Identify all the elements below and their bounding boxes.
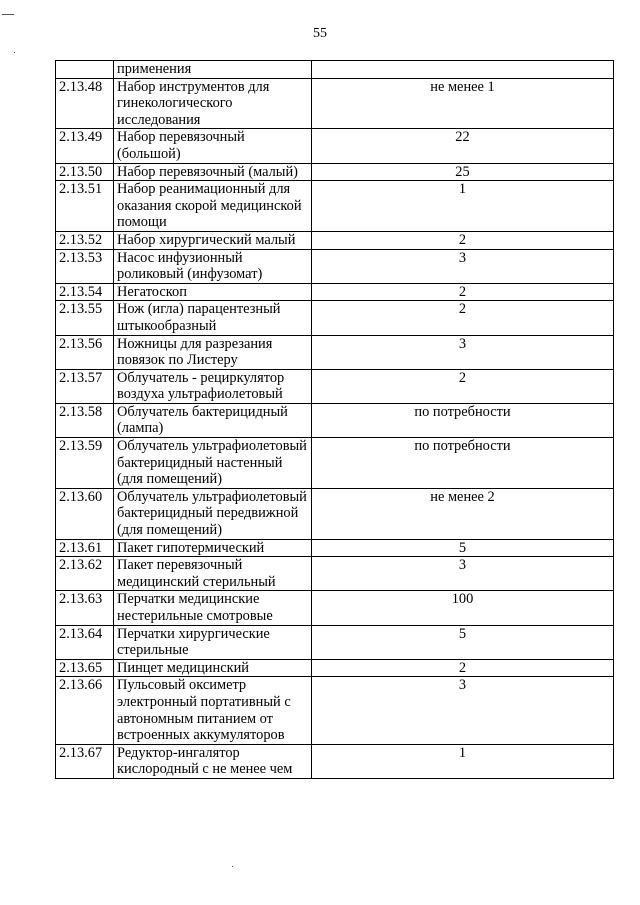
item-number-cell: 2.13.50 bbox=[56, 163, 114, 181]
item-number-cell: 2.13.57 bbox=[56, 369, 114, 403]
table-row bbox=[56, 744, 614, 778]
item-quantity-cell: 5 bbox=[312, 539, 614, 557]
table-row bbox=[56, 61, 614, 79]
table-row bbox=[56, 163, 614, 181]
item-name-cell: Облучатель ультрафиолетовый бактерицидный настенный (для помещений) bbox=[114, 438, 312, 489]
scan-mark-top bbox=[2, 14, 14, 15]
table-row bbox=[56, 539, 614, 557]
item-number-cell: 2.13.55 bbox=[56, 301, 114, 335]
table-row bbox=[56, 369, 614, 403]
item-quantity-cell: 2 bbox=[312, 283, 614, 301]
item-quantity-cell: по потребности bbox=[312, 438, 614, 489]
item-quantity-cell: 1 bbox=[312, 744, 614, 778]
item-number-cell: 2.13.65 bbox=[56, 659, 114, 677]
item-number-cell: 2.13.66 bbox=[56, 677, 114, 744]
item-number-cell: 2.13.58 bbox=[56, 403, 114, 437]
table-row bbox=[56, 591, 614, 625]
table-row bbox=[56, 181, 614, 232]
item-name-cell: Перчатки хирургические стерильные bbox=[114, 625, 312, 659]
item-name-cell: Ножницы для разрезания повязок по Листеру bbox=[114, 335, 312, 369]
item-name-cell: Пакет гипотермический bbox=[114, 539, 312, 557]
item-quantity-cell: 3 bbox=[312, 249, 614, 283]
item-name-cell: применения bbox=[114, 61, 312, 79]
item-quantity-cell: 3 bbox=[312, 335, 614, 369]
item-number-cell: 2.13.51 bbox=[56, 181, 114, 232]
item-name-cell: Облучатель бактерицидный (лампа) bbox=[114, 403, 312, 437]
item-quantity-cell: 1 bbox=[312, 181, 614, 232]
item-name-cell: Набор перевязочный (большой) bbox=[114, 129, 312, 163]
item-number-cell: 2.13.59 bbox=[56, 438, 114, 489]
item-name-cell: Набор хирургический малый bbox=[114, 231, 312, 249]
item-quantity-cell: 2 bbox=[312, 659, 614, 677]
item-quantity-cell: 5 bbox=[312, 625, 614, 659]
item-number-cell: 2.13.52 bbox=[56, 231, 114, 249]
item-quantity-cell: не менее 1 bbox=[312, 78, 614, 129]
table-row bbox=[56, 335, 614, 369]
item-quantity-cell: 3 bbox=[312, 677, 614, 744]
item-name-cell: Перчатки медицинские нестерильные смотровые bbox=[114, 591, 312, 625]
item-quantity-cell: не менее 2 bbox=[312, 488, 614, 539]
table-row bbox=[56, 403, 614, 437]
item-name-cell: Пульсовый оксиметр электронный портативный с автономным питанием от встроенных аккумуляторов bbox=[114, 677, 312, 744]
item-number-cell: 2.13.60 bbox=[56, 488, 114, 539]
item-name-cell: Пакет перевязочный медицинский стерильный bbox=[114, 557, 312, 591]
item-quantity-cell: по потребности bbox=[312, 403, 614, 437]
table-row bbox=[56, 625, 614, 659]
equipment-table bbox=[55, 60, 614, 779]
table-row bbox=[56, 677, 614, 744]
scan-mark-bottom bbox=[232, 866, 233, 867]
item-number-cell: 2.13.67 bbox=[56, 744, 114, 778]
table-row bbox=[56, 488, 614, 539]
item-name-cell: Пинцет медицинский bbox=[114, 659, 312, 677]
item-quantity-cell: 25 bbox=[312, 163, 614, 181]
table-row bbox=[56, 301, 614, 335]
item-quantity-cell: 3 bbox=[312, 557, 614, 591]
item-name-cell: Облучатель ультрафиолетовый бактерицидный передвижной (для помещений) bbox=[114, 488, 312, 539]
item-number-cell: 2.13.56 bbox=[56, 335, 114, 369]
page-number: 55 bbox=[313, 26, 327, 41]
item-quantity-cell: 22 bbox=[312, 129, 614, 163]
table-row bbox=[56, 78, 614, 129]
item-name-cell: Набор инструментов для гинекологического исследования bbox=[114, 78, 312, 129]
item-quantity-cell bbox=[312, 61, 614, 79]
item-number-cell: 2.13.48 bbox=[56, 78, 114, 129]
item-name-cell: Насос инфузионный роликовый (инфузомат) bbox=[114, 249, 312, 283]
item-name-cell: Нож (игла) парацентезный штыкообразный bbox=[114, 301, 312, 335]
item-number-cell: 2.13.64 bbox=[56, 625, 114, 659]
item-number-cell: 2.13.53 bbox=[56, 249, 114, 283]
item-quantity-cell: 2 bbox=[312, 301, 614, 335]
equipment-table-body bbox=[56, 61, 614, 779]
item-name-cell: Набор перевязочный (малый) bbox=[114, 163, 312, 181]
table-row bbox=[56, 438, 614, 489]
item-number-cell bbox=[56, 61, 114, 79]
table-row bbox=[56, 231, 614, 249]
item-number-cell: 2.13.49 bbox=[56, 129, 114, 163]
table-row bbox=[56, 129, 614, 163]
item-number-cell: 2.13.61 bbox=[56, 539, 114, 557]
item-quantity-cell: 2 bbox=[312, 231, 614, 249]
item-number-cell: 2.13.63 bbox=[56, 591, 114, 625]
item-name-cell: Редуктор-ингалятор кислородный с не менее чем bbox=[114, 744, 312, 778]
item-name-cell: Негатоскоп bbox=[114, 283, 312, 301]
scan-mark-left bbox=[14, 52, 15, 53]
item-quantity-cell: 100 bbox=[312, 591, 614, 625]
table-row bbox=[56, 283, 614, 301]
item-name-cell: Облучатель - рециркулятор воздуха ультрафиолетовый bbox=[114, 369, 312, 403]
table-row bbox=[56, 659, 614, 677]
table-row bbox=[56, 249, 614, 283]
table-row bbox=[56, 557, 614, 591]
item-quantity-cell: 2 bbox=[312, 369, 614, 403]
item-number-cell: 2.13.62 bbox=[56, 557, 114, 591]
item-name-cell: Набор реанимационный для оказания скорой медицинской помощи bbox=[114, 181, 312, 232]
item-number-cell: 2.13.54 bbox=[56, 283, 114, 301]
